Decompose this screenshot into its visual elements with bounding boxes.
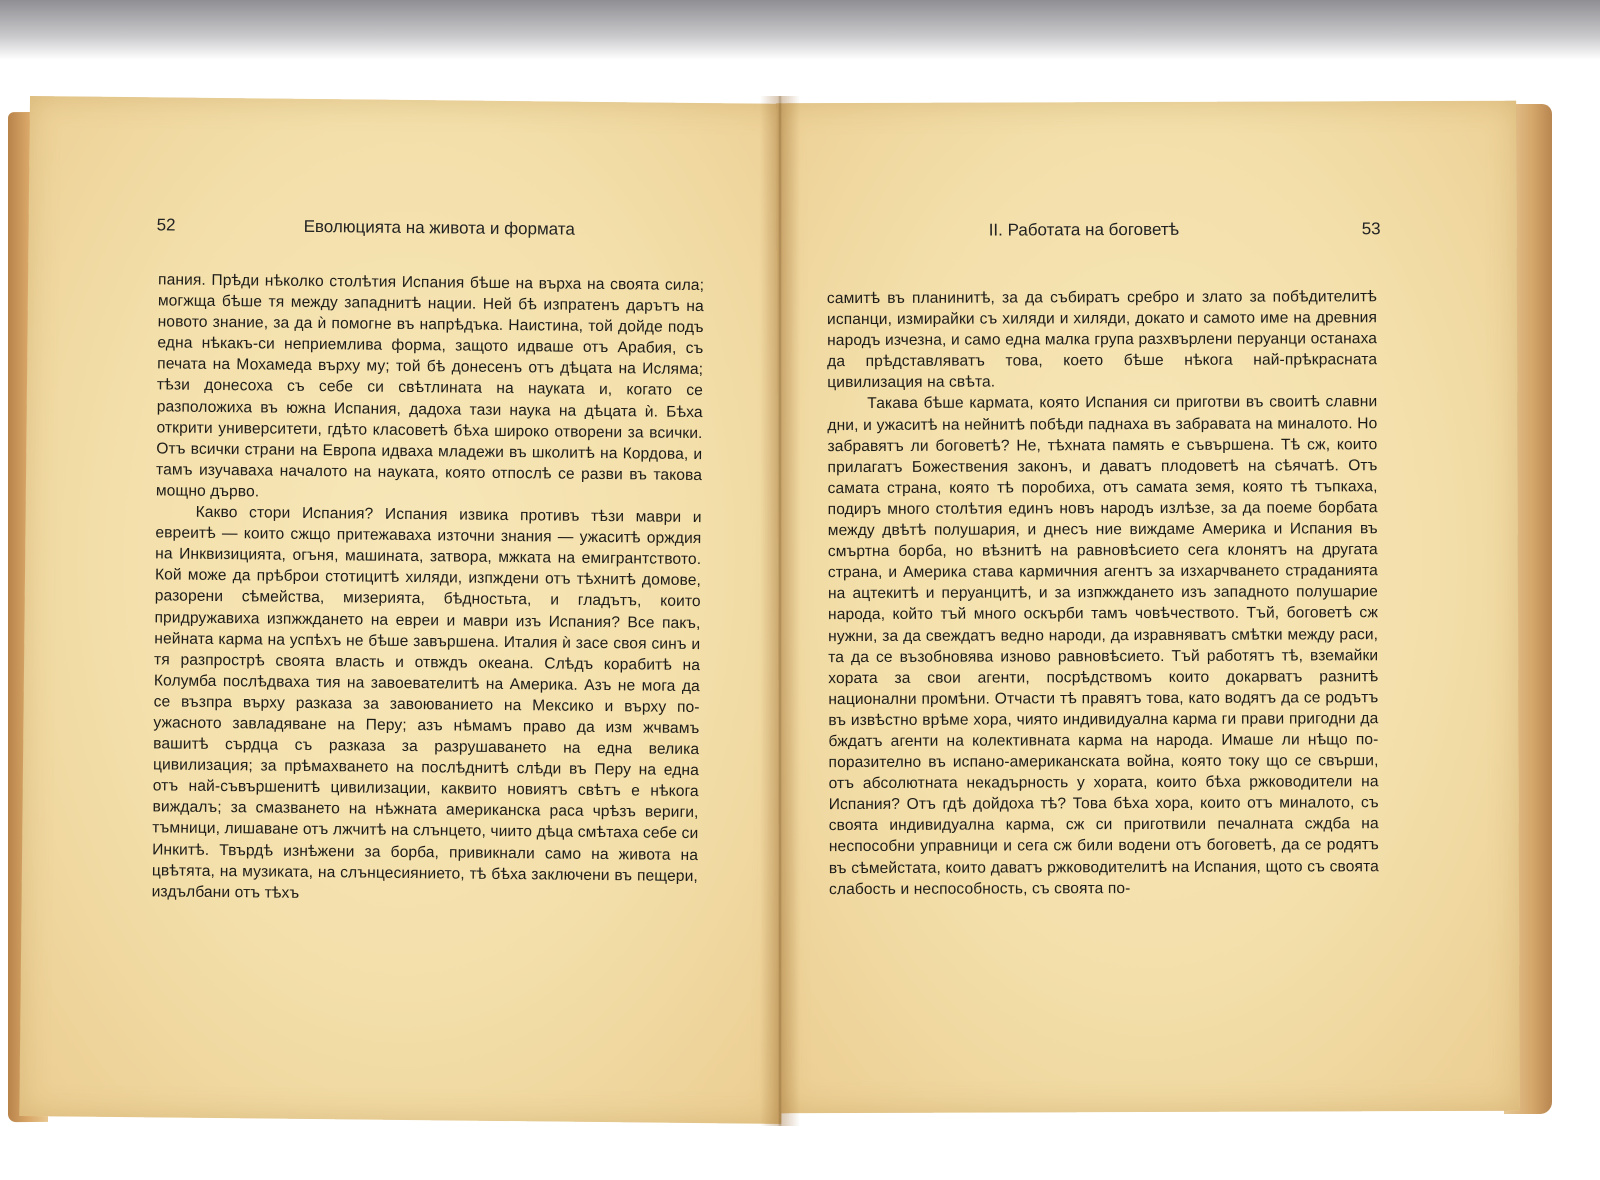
scanner-shadow bbox=[0, 0, 1600, 60]
page-number: 53 bbox=[1361, 219, 1381, 239]
running-title: Еволюцията на живота и формата bbox=[303, 216, 575, 239]
paragraph: Такава бѣше кармата, която Испания си приготви въ своитѣ славни дни, и ужаситѣ на нейнитѣ побѣди паднаха въ забравата на миналото. Но забравятъ ли боговетѣ? Не, тѣхната память е съвършена. Тѣ сж, които прилагатъ Божествения законъ, и даватъ плодоветѣ на сѣячатѣ. Отъ самата страна, която тѣ поробиха, отъ самата земя, която тѣ тъпкаха, подиръ много столѣтия единъ новъ народъ излѣзе, за да поеме борбата между двѣтѣ полушария, и днесъ ние виждаме Америка и Испания въ смъртна борба, но вѣзнитѣ на равновѣсието сега клонятъ на другата страна, и Америка става кармичния агентъ за изхарчването страданията на ацтекитѣ и перуанцитѣ, и за изпжждането изъ западното полушарие народа, който тъй много оскърби тамъ човѣчеството. Тъй, боговетѣ сж нужни, за да свеждатъ ведно народи, да изравняватъ смѣтки между раси, та да се възобновява изново равновѣсието. Тъй работятъ тѣ, вземайки хората за свои агенти, посрѣдствомъ които докарватъ разнитѣ национални промѣни. Отчасти тѣ правятъ това, като водятъ да се родътъ въ извѣстно врѣме хора, чиято индивидуална карма ги прави пригодни да бждатъ агенти на колективната карма на народа. Имаше ли нѣщо по-поразително въ испано-американската война, която току що се свърши, отъ абсолютната некадърность у хората, които бѣха ржководители на Испания? Отъ гдѣ дойдоха тѣ? Това бѣха хора, които отъ миналото, съ своята индивидуална карма, сж си приготвили печалната сждба на неспособни управници и сега сж били водени отъ боговетѣ, да се родятъ въ сѣмейстата, които даватъ ржководителитѣ на Испания, щото съ своята слабость и неспособность, съ своята по- bbox=[827, 393, 1379, 898]
open-book bbox=[8, 96, 1552, 1130]
paragraph: пания. Прѣди нѣколко столѣтия Испания бѣше на върха на своята сила; могжща бѣше тя между западнитѣ нации. Ней бѣ изпратенъ дарътъ на новото знание, за да ѝ помогне въ напрѣдъка. Наистина, той дойде подъ една нѣкакъ-си неприемлива форма, защото идваше отъ Арабия, съ печата на Мохамеда върху му; той бѣ донесенъ отъ дѣцата на Исляма; тѣзи донесоха съ себе си свѣтлината на науката и, когато се разположиха въ южна Испания, дадоха тази наука на дѣцата ѝ. Бѣха открити университети, гдѣто класоветѣ бѣха широко отворени за всички. Отъ всички страни на Европа идваха младежи въ школитѣ на Кордова, и тамъ изучаваха началото на науката, която отпослѣ се разви въ такова мощно дърво. bbox=[155, 271, 705, 501]
running-title: II. Работата на боговетѣ bbox=[988, 219, 1180, 240]
paragraph: Какво стори Испания? Испания извика противъ тѣзи маври и евреитѣ — които сжщо притежаваха източни знания — ужаситѣ орждия на Инквизицията, огъня, машината, затвора, мжката на емигрантството. Кой може да прѣброи стотицитѣ хиляди, изпждени отъ тѣхнитѣ домове, разорени сѣмейства, мизерията, бѣдностьта, и гладътъ, които придружавиха изпжждането на евреи и маври изъ Испания? Все пакъ, нейната карма на успѣхъ не бѣше завършена. Италия ѝ засе своя синъ и тя разпрострѣ своята власть и отвждъ океана. Слѣдъ корабитѣ на Колумба послѣдваха тия на завоевателитѣ на Америка. Азъ не мога да се възпра върху разказа за завоюванието на Мексико и върху по-ужасното завладяване на Перу; азъ нѣмамъ право да изм жчвамъ вашитѣ сърдца съ разказа за разрушаването на една велика цивилизация; за прѣмахването на послѣднитѣ слѣди въ Перу на една отъ най-съвършенитѣ цивилизации, каквито новиятъ свѣтъ е нѣкога виждалъ; за смазването на нѣжната американска раса чрѣзъ вериги, тъмници, лишаване отъ лжчитѣ на слънцето, чиито дѣца смѣтаха себе си Инкитѣ. Твърдѣ изнѣжени за борба, привикнали само на живота на цвѣтята, на музиката, на слънцесиянието, тѣ бѣха заключени въ пещери, издълбани отъ тѣхъ bbox=[151, 503, 702, 902]
paragraph: самитѣ въ планинитѣ, за да събиратъ сребро и злато за побѣдителитѣ испанци, измирайки съ хиляди и хиляди, докато и самото име на древния народъ изчезна, и само една малка група разхвърлени перуанци останаха да прѣдставляватъ това, което бѣше нѣкога най-прѣкрасната цивилизация на свѣта. bbox=[826, 288, 1378, 392]
body-text bbox=[827, 286, 1379, 900]
body-text bbox=[152, 269, 705, 907]
right-page bbox=[776, 101, 1520, 1114]
left-page bbox=[19, 96, 792, 1124]
page-number: 52 bbox=[156, 215, 176, 235]
